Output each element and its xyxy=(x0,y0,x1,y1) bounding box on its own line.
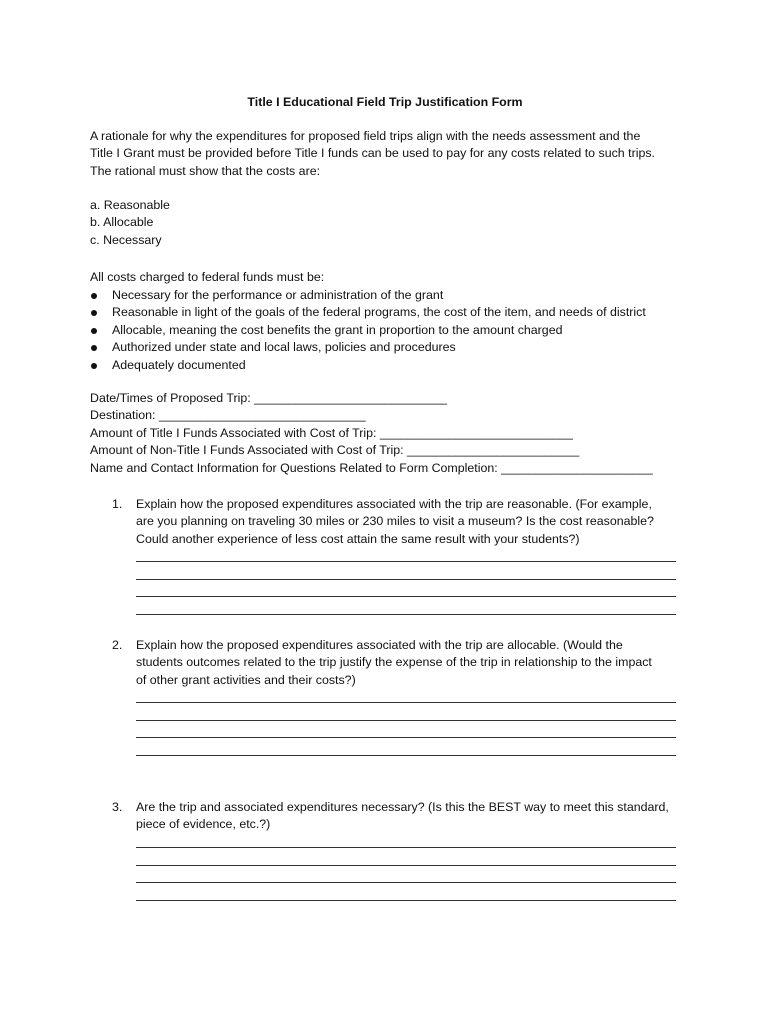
bullet-item xyxy=(90,339,710,356)
bullet-text: Adequately documented xyxy=(112,357,246,372)
answer-line[interactable] xyxy=(136,886,676,903)
bullet-icon xyxy=(91,293,97,299)
field-non-title-i-amount[interactable]: Amount of Non-Title I Funds Associated with Cost of Trip: _________________________ xyxy=(90,443,580,458)
field-destination[interactable]: Destination: ______________________________ xyxy=(90,408,366,423)
bullet-item xyxy=(90,322,710,339)
answer-area[interactable] xyxy=(136,834,676,904)
question-line: piece of evidence, etc.?) xyxy=(136,817,271,832)
answer-line[interactable] xyxy=(136,565,676,582)
criteria-item: a. Reasonable xyxy=(90,198,170,212)
trip-fields xyxy=(90,390,690,477)
answer-line[interactable] xyxy=(136,834,676,851)
bullet-item xyxy=(90,287,710,304)
criteria-list xyxy=(90,197,690,249)
criteria-item: c. Necessary xyxy=(90,232,162,247)
intro-paragraph xyxy=(90,128,690,180)
answer-line[interactable] xyxy=(136,706,676,723)
bullet-icon xyxy=(91,328,97,334)
question-number: 3. xyxy=(112,800,123,814)
question-text xyxy=(136,496,696,548)
intro-line: A rationale for why the expenditures for proposed field trips align with the needs assessment and the xyxy=(90,129,641,143)
answer-line[interactable] xyxy=(136,741,676,758)
question-text xyxy=(136,637,696,689)
answer-line[interactable] xyxy=(136,869,676,886)
field-contact-info[interactable]: Name and Contact Information for Questions Related to Form Completion: ______________________ xyxy=(90,460,653,475)
bullet-item xyxy=(90,304,710,321)
intro-line: The rational must show that the costs are: xyxy=(90,163,321,178)
field-title-i-amount[interactable]: Amount of Title I Funds Associated with Cost of Trip: ____________________________ xyxy=(90,425,573,440)
answer-line[interactable] xyxy=(136,689,676,706)
answer-area[interactable] xyxy=(136,548,676,618)
criteria-item: b. Allocable xyxy=(90,215,154,230)
question-line: are you planning on traveling 30 miles or 230 miles to visit a museum? Is the cost reasonable? xyxy=(136,514,654,529)
answer-line[interactable] xyxy=(136,600,676,617)
answer-line[interactable] xyxy=(136,851,676,868)
question-line: Could another experience of less cost attain the same result with your students?) xyxy=(136,531,580,546)
question-line: of other grant activities and their costs?) xyxy=(136,672,356,687)
bullet-text: Authorized under state and local laws, policies and procedures xyxy=(112,340,456,355)
question-line: Are the trip and associated expenditures necessary? (Is this the BEST way to meet this standard, xyxy=(136,800,669,814)
answer-line[interactable] xyxy=(136,724,676,741)
costs-heading: All costs charged to federal funds must be: xyxy=(90,270,325,284)
question-line: Explain how the proposed expenditures associated with the trip are reasonable. (For example, xyxy=(136,497,652,511)
question-text xyxy=(136,799,696,834)
question-number: 2. xyxy=(112,638,123,652)
bullet-icon xyxy=(91,345,97,351)
answer-area[interactable] xyxy=(136,689,676,759)
question-line: Explain how the proposed expenditures associated with the trip are allocable. (Would the xyxy=(136,638,623,652)
question-line: students outcomes related to the trip justify the expense of the trip in relationship to the impact xyxy=(136,655,652,670)
intro-line: Title I Grant must be provided before Title I funds can be used to pay for any costs related to such trips. xyxy=(90,146,655,161)
form-title: Title I Educational Field Trip Justification Form xyxy=(247,95,523,109)
answer-line[interactable] xyxy=(136,583,676,600)
bullet-text: Necessary for the performance or administration of the grant xyxy=(112,288,444,302)
answer-line[interactable] xyxy=(136,548,676,565)
costs-bullet-list xyxy=(90,287,710,374)
bullet-item xyxy=(90,357,710,374)
field-date-times[interactable]: Date/Times of Proposed Trip: ____________________________ xyxy=(90,391,448,405)
question-number: 1. xyxy=(112,497,123,511)
bullet-icon xyxy=(91,363,97,369)
bullet-text: Allocable, meaning the cost benefits the grant in proportion to the amount charged xyxy=(112,322,563,337)
bullet-text: Reasonable in light of the goals of the federal programs, the cost of the item, and needs of district xyxy=(112,305,646,320)
bullet-icon xyxy=(91,310,97,316)
